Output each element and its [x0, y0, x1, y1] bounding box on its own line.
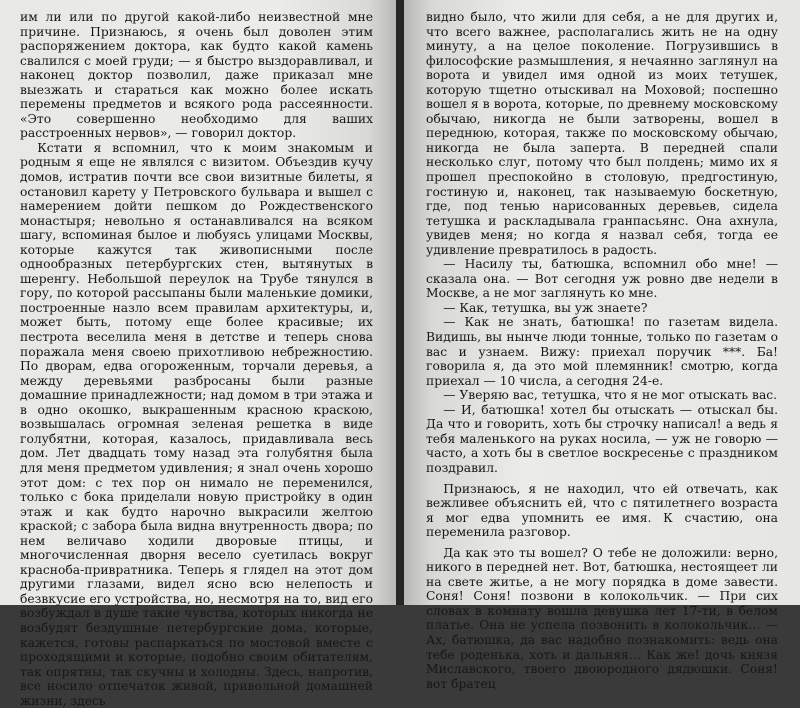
right-page [404, 0, 800, 691]
right-paragraph: — Как не знать, батюшка! по газетам видела. Видишь, вы нынче люди тонные, только по газетам о вас и узнаем. Вижу: приехал поручик ***. Ба! говорила я, да это мой племянник! смотрю, когда приехал — 10 числа, а сегодня 24-е. [426, 315, 778, 388]
left-page-text [20, 10, 373, 708]
right-paragraph: Признаюсь, я не находил, что ей отвечать, как вежливее объяснить ей, что с пятилетнего возраста я мог едва упомнить ее имя. К счастию, она переменила разговор. [426, 481, 778, 540]
right-page-text [426, 10, 778, 691]
left-paragraph: им ли или по другой какой-либо неизвестной мне причине. Признаюсь, я очень был доволен этим распоряжением доктора, как будто какой камень свалился с моей груди; — я быстро выздоравливал, и наконец доктор позволил, даже приказал мне выезжать и стараться как можно более искать перемены предметов и всякого рода рассеянности. «Это совершенно необходимо для ваших расстроенных нервов», — говорил доктор. [20, 10, 373, 141]
right-paragraph: — Насилу ты, батюшка, вспомнил обо мне! — сказала она. — Вот сегодня уж ровно две недели в Москве, а не мог заглянуть ко мне. [426, 257, 778, 301]
right-paragraph: — И, батюшка! хотел бы отыскать — отыскал бы. Да что и говорить, хоть бы строчку написал! а ведь я тебя маленького на руках носила, — уж не говорю — часто, а хоть бы в светлое воскресенье с праздником поздравил. [426, 402, 778, 475]
left-paragraph: Кстати я вспомнил, что к моим знакомым и родным я еще не являлся с визитом. Объездив кучу домов, истратив почти все свои визитные билеты, я остановил карету у Петровского бульвара и вышел с намерением дойти пешком до Рождественского монастыря; невольно я останавливался на всяком шагу, вспоминая былое и любуясь улицами Москвы, которые кажутся так живописными после однообразных петербургских стен, вытянутых в шеренгу. Небольшой переулок на Трубе тянулся в гору, по которой рассыпаны были маленькие домики, построенные назло всем правилам архитектуры, и, может быть, потому еще более красивые; их пестрота веселила меня в детстве и теперь снова поражала меня своею прихотливою небрежностию. По дворам, едва огороженным, торчали деревья, а между деревьями разбросаны были разные домашние принадлежности; над домом в три этажа и в одно окошко, выкрашенным красною краскою, возвышалась огромная зеленая решетка в виде голубятни, которая, казалось, придавливала весь дом. Лет двадцать тому назад эта голубятня была для меня предметом удивления; я знал очень хорошо этот дом: с тех пор он нимало не переменился, только с бока приделали новую пристройку в один этаж и как будто нарочно выкрасили желтою краской; с забора была видна внутренность двора; по нем величаво ходили дворовые птицы, и многочисленная дворня весело суетилась вокруг красноба-привратника. Теперь я глядел на этот дом другими глазами, видел ясно всю нелепость и безвкусие его устройства, но, несмотря на то, вид его возбуждал в душе такие чувства, которых никогда не возбудят бездушные петербургские дома, которые, кажется, готовы распаркаться по мостовой вместе с проходящими и которые, подобно своим обитателям, так опрятны, так скучны и холодны. Здесь, напротив, все носило отпечаток живой, привольной домашней жизни, здесь [20, 140, 373, 708]
right-paragraph: — Уверяю вас, тетушка, что я не мог отыскать вас. [443, 388, 778, 403]
book-gutter [396, 0, 404, 605]
right-paragraph: видно было, что жили для себя, а не для других и, что всего важнее, располагались жить не на одну минуту, а на целое поколение. Погрузившись в философские размышления, я нечаянно заглянул на ворота и увидел имя одной из моих тетушек, которую тщетно отыскивал на Моховой; поспешно вошел я в ворота, которые, по древнему московскому обычаю, никогда не были затворены, вошел в переднюю, которая, также по московскому обычаю, никогда не была заперта. В передней спали несколько слуг, потому что был полдень; мимо их я прошел преспокойно в столовую, предгостиную, гостиную и, наконец, так называемую боскетную, где, под тенью нарисованных деревьев, сидела тетушка и раскладывала гранпасьянс. Она ахнула, увидев меня; но когда я назвал себя, тогда ее удивление превратилось в радость. [426, 10, 778, 257]
left-page [0, 0, 396, 708]
right-paragraph: — Как, тетушка, вы уж знаете? [443, 300, 648, 315]
right-paragraph: Да как это ты вошел? О тебе не доложили: верно, никого в передней нет. Вот, батюшка, нестоящеет ли на свете житье, а не могу порядка в доме завести. Соня! Соня! позвони в колокольчик. — При сих словах в комнату вошла девушка лет 17-ти, в белом платье. Она не успела позвонить в колокольчик… — Ах, батюшка, да вас надобно познакомить: ведь она тебе роденька, хоть и дальняя… Как же! дочь князя Миславского, твоего двоюродного дядюшки. Соня! вот братец [426, 545, 778, 691]
